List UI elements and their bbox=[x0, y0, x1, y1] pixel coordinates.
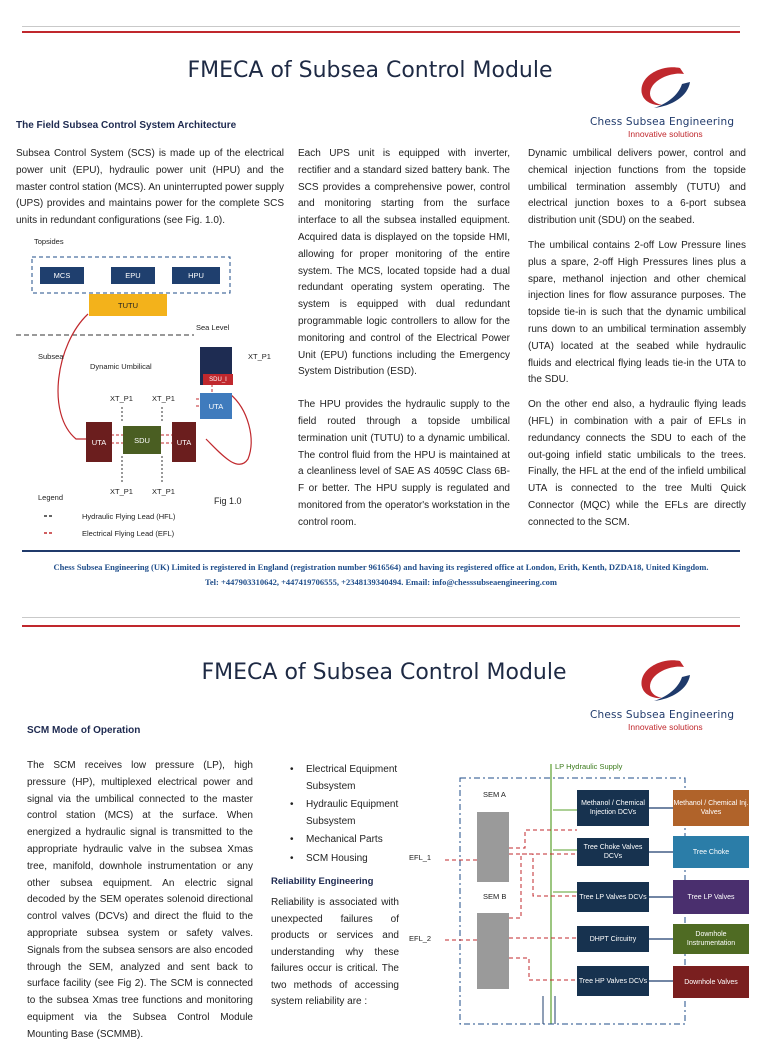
page1-col1-text: Subsea Control System (SCS) is made up of the electrical power unit (EPU), hydraulic power unit (HPU) and the master control station (MCS). An uninterrupted power supply (UPS) provides and maintains power for the complete SCS units in redundant configurations (see Fig. 1.0). bbox=[16, 148, 284, 227]
fig1-caption: Fig 1.0 bbox=[214, 496, 242, 506]
fig2-sem-a-label: SEM A bbox=[483, 790, 506, 799]
fig1-hfl-label: Hydraulic Flying Lead (HFL) bbox=[82, 512, 176, 521]
page1-top-rule bbox=[22, 26, 740, 27]
page2-logo bbox=[588, 655, 748, 735]
fig1-uta-right-box: UTA bbox=[200, 393, 232, 419]
page2-title: FMECA of Subsea Control Module bbox=[201, 660, 567, 685]
fig1-hpu-box: HPU bbox=[172, 267, 220, 284]
fig1-xt-label-bl: XT_P1 bbox=[110, 487, 133, 496]
fig2-out-downhole-instr: Downhole Instrumentation bbox=[673, 924, 749, 954]
reliability-text: Reliability is associated with unexpected failures of products or services and understanding why these failures occur is critical. The two methods of accessing system reliability are : bbox=[271, 897, 399, 1007]
fig2-dcv-methanol: Methanol / Chemical Injection DCVs bbox=[577, 790, 649, 826]
logo-name: Chess Subsea Engineering bbox=[590, 116, 735, 128]
fig1-legend-label: Legend bbox=[38, 493, 64, 502]
fig1-sea-level-label: Sea Level bbox=[196, 323, 230, 332]
fig1-diagram bbox=[16, 234, 286, 544]
logo-name: Chess Subsea Engineering bbox=[590, 709, 735, 721]
footer-contact: Tel: +447903310642, +447419706555, +2348139340494. Email: info@chesssubseaengineering.com bbox=[205, 577, 557, 587]
logo-swoosh-icon bbox=[632, 62, 696, 112]
page2-bullet-list bbox=[288, 762, 408, 869]
page1-section-heading: The Field Subsea Control System Architecture bbox=[16, 120, 237, 131]
fig1-epu-box: EPU bbox=[111, 267, 155, 284]
page2-col1-text: The SCM receives low pressure (LP), high pressure (HP), multiplexed electrical power and signal via the umbilical connected to the master control station (MCS) at the surface. When energized a hydraulic signal is transmitted to the appropriate hydraulic valve in the subsea Xmas tree, manifold, downhole instrumentation or any other subsea equipment. An electric signal decoded by the SEM operates solenoid directional control valves (DCVs) and direct the fluid to the appropriate subsea system or safety valves. Signals from the subsea sensors are also encoded through the SEM, analyzed and sent back to surface facility (see Fig 2). The SCM is connected to the subsea Xmas tree functions and monitoring equipment via the Subsea Control Module Mounting Base (SCMMB). bbox=[27, 760, 253, 1040]
fig1-xt-label-tl: XT_P1 bbox=[110, 394, 133, 403]
fig1-uta-left-box: UTA bbox=[86, 422, 112, 462]
fig1-tutu-box: TUTU bbox=[89, 294, 167, 316]
fig2-out-methanol: Methanol / Chemical Inj. Valves bbox=[673, 790, 749, 826]
fig2-dhpt-circuitry: DHPT Circuitry bbox=[577, 926, 649, 952]
bullet-item: • SCM Housing bbox=[288, 851, 408, 868]
page1-col3-p2: The umbilical contains 2-off Low Pressure lines plus a spare, 2-off High Pressures lines plus a spare, methanol injection and other chemical injection lines for flow assurance purposes. The topside tie-in is such that the dynamic umbilical runs down to an umbilical termination assembly (UTA) located at the seabed while hydraulic fluids and electrical flying leads tie-in the UTA to the SDU. bbox=[528, 239, 746, 386]
page2-section-heading: SCM Mode of Operation bbox=[27, 725, 141, 736]
logo-tagline: Innovative solutions bbox=[628, 722, 703, 732]
logo-swoosh-icon bbox=[632, 655, 696, 705]
fig1-efl-label: Electrical Flying Lead (EFL) bbox=[82, 529, 175, 538]
fig2-out-tree-choke: Tree Choke bbox=[673, 836, 749, 868]
page1-col3-p3: On the other end also, a hydraulic flying leads (HFL) in combination with a pair of EFLs in redundancy connects the SDU to each of the out-going infield static umbilicals to the trees. Finally, the HFL at the end of the infield umbilical UTA is connected to the tree Multi Quick Connector (MQC) while the EFLs are directly connected to the SCM. bbox=[528, 399, 746, 528]
fig1-uta-mid-box: UTA bbox=[172, 422, 196, 462]
fig1-xt-label-br: XT_P1 bbox=[152, 487, 175, 496]
fig2-diagram bbox=[405, 758, 760, 1024]
fig2-sem-b-label: SEM B bbox=[483, 892, 507, 901]
page1-col1 bbox=[16, 146, 284, 238]
bullet-item: • Mechanical Parts bbox=[288, 832, 408, 849]
fig1-subsea-label: Subsea bbox=[38, 352, 64, 361]
fig1-sdu-box: SDU bbox=[123, 426, 161, 454]
page1-col2-p1: Each UPS unit is equipped with inverter, rectifier and a standard sized battery bank. The SCS provides a comprehensive power, control and monitoring starting from the surface interface to all the subsea installed equipment. Acquired data is displayed on the topside HMI, allowing for proper monitoring of the entire system. The MCS, located topside had a dual redundant operating system operating. The system is equipped with dual redundant programmable logic controllers to allow for the monitoring and control of the Electrical Power Unit (EPU) functions including the Emergency System Distribution (ESD). bbox=[298, 148, 510, 378]
fig1-mcs-box: MCS bbox=[40, 267, 84, 284]
page1-footer bbox=[22, 560, 740, 590]
fig2-dcv-tree-lp: Tree LP Valves DCVs bbox=[577, 882, 649, 912]
fig2-dcv-tree-choke: Tree Choke Valves DCVs bbox=[577, 838, 649, 866]
reliability-heading: Reliability Engineering bbox=[271, 876, 374, 887]
logo-tagline: Innovative solutions bbox=[628, 129, 703, 139]
page1-red-rule bbox=[22, 31, 740, 33]
fig2-efl1-label: EFL_1 bbox=[409, 853, 432, 862]
page1-col3 bbox=[528, 146, 746, 540]
page1-title: FMECA of Subsea Control Module bbox=[187, 58, 553, 83]
fig2-efl2-label: EFL_2 bbox=[409, 934, 432, 943]
page1-col2 bbox=[298, 146, 510, 540]
page1-logo bbox=[588, 62, 748, 140]
fig2-out-downhole-valves: Downhole Valves bbox=[673, 966, 749, 998]
fig2-lp-supply-label: LP Hydraulic Supply bbox=[555, 762, 623, 771]
page2-col1 bbox=[27, 758, 253, 1052]
fig1-xt-label-right: XT_P1 bbox=[248, 352, 271, 361]
reliability-text-col bbox=[271, 895, 399, 1019]
page1-col2-p2: The HPU provides the hydraulic supply to the field routed through a topside umbilical termination unit (TUTU) to a dynamic umbilical. The control fluid from the HPU is maintained at a cleanliness level of SAE AS 4059C Class 6B-F or better. The HPU supply is regulated and monitored from the operator's workstation in the control room. bbox=[298, 399, 510, 528]
page1-col3-p1: Dynamic umbilical delivers power, control and chemical injection functions from the topside umbilical termination assembly (TUTU) and electrical junction boxes to a 6-port subsea distribution unit (SDU) on the seabed. bbox=[528, 148, 746, 227]
page2-red-rule bbox=[22, 625, 740, 627]
page2-top-rule bbox=[22, 617, 740, 618]
page1-footer-rule bbox=[22, 550, 740, 552]
footer-registration: Chess Subsea Engineering (UK) Limited is registered in England (registration number 9616564) and having its registered office at London, Erith, Kenth, DZDA18, United Kingdom. bbox=[53, 562, 709, 572]
fig1-xt-label-tr: XT_P1 bbox=[152, 394, 175, 403]
bullet-item: • Hydraulic Equipment Subsystem bbox=[288, 797, 408, 830]
fig1-sdu-small-box: SDU_I bbox=[203, 374, 233, 385]
fig1-topsides-label: Topsides bbox=[34, 237, 64, 246]
bullet-item: • Electrical Equipment Subsystem bbox=[288, 762, 408, 795]
fig2-out-tree-lp: Tree LP Valves bbox=[673, 880, 749, 914]
fig2-dcv-tree-hp: Tree HP Valves DCVs bbox=[577, 966, 649, 996]
fig1-dynamic-umbilical-label: Dynamic Umbilical bbox=[90, 362, 152, 371]
